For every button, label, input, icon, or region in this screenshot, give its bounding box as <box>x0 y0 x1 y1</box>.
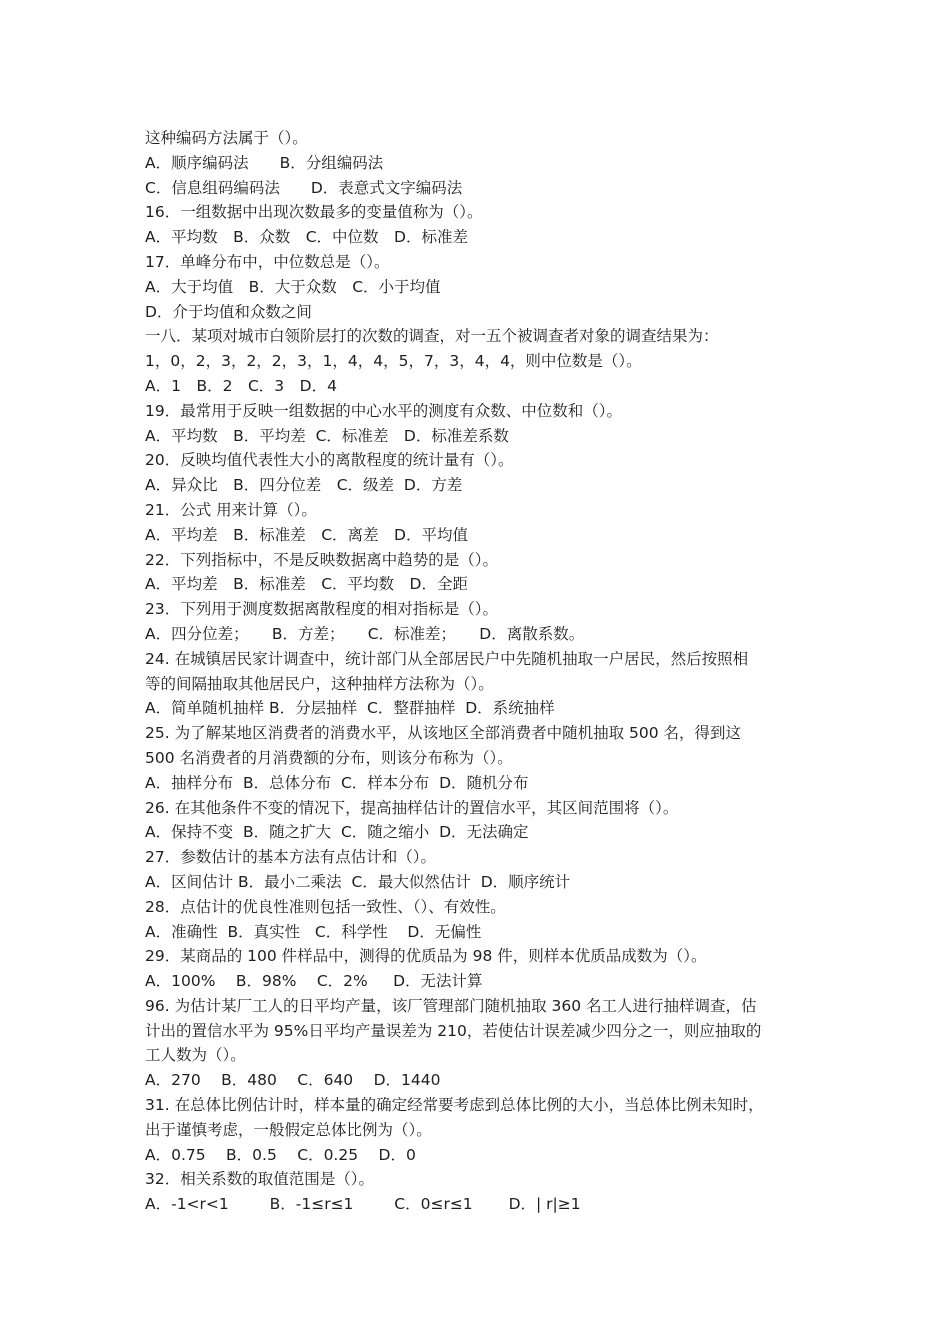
text-line: 500 名消费者的月消费额的分布，则该分布称为（）。 <box>145 748 513 767</box>
text-line: 等的间隔抽取其他居民户，这种抽样方法称为（）。 <box>145 674 494 693</box>
text-line: A．平均数 B．众数 C．中位数 D．标准差 <box>145 228 468 247</box>
text-line: A．四分位差； B．方差； C．标准差； D．离散系数。 <box>145 624 585 643</box>
text-line: A．-1<r<1 B．-1≤r≤1 C．0≤r≤1 D．| r|≥1 <box>145 1195 581 1214</box>
text-line: C．信息组码编码法 D．表意式文字编码法 <box>145 178 463 197</box>
text-line: A．大于均值 B．大于众数 C．小于均值 <box>145 277 441 296</box>
text-line: D．介于均值和众数之间 <box>145 302 312 321</box>
text-line: A．简单随机抽样 B．分层抽样 C．整群抽样 D．系统抽样 <box>145 699 555 718</box>
text-line: 一八．某项对城市白领阶层打的次数的调查，对一五个被调查者对象的调查结果为： <box>145 327 719 346</box>
text-line: 28．点估计的优良性准则包括一致性、（）、有效性。 <box>145 897 506 916</box>
text-line: 26. 在其他条件不变的情况下，提高抽样估计的置信水平，其区间范围将（）。 <box>145 798 679 817</box>
text-line: 29．某商品的 100 件样品中，测得的优质品为 98 件，则样本优质品成数为（）。 <box>145 947 707 966</box>
text-line: 22．下列指标中，不是反映数据离中趋势的是（）。 <box>145 550 498 569</box>
text-line: 25. 为了解某地区消费者的消费水平，从该地区全部消费者中随机抽取 500 名，得到这 <box>145 724 742 743</box>
text-line: A．抽样分布 B．总体分布 C．样本分布 D．随机分布 <box>145 773 529 792</box>
text-line: 31. 在总体比例估计时，样本量的确定经常要考虑到总体比例的大小，当总体比例未知时， <box>145 1096 764 1115</box>
text-line: 这种编码方法属于（）。 <box>145 129 308 147</box>
text-line: 32．相关系数的取值范围是（）。 <box>145 1170 374 1189</box>
text-line: A．平均差 B．标准差 C．平均数 D．全距 <box>145 575 468 594</box>
text-line: 21．公式 用来计算（）。 <box>145 500 317 519</box>
text-line: 27．参数估计的基本方法有点估计和（）。 <box>145 848 436 867</box>
text-line: A．保持不变 B．随之扩大 C．随之缩小 D．无法确定 <box>145 823 529 842</box>
text-line: 计出的置信水平为 95%日平均产量误差为 210，若使估计误差减少四分之一，则应抽取的 <box>145 1021 762 1040</box>
text-line: 24. 在城镇居民家计调查中，统计部门从全部居民户中先随机抽取一户居民，然后按照相 <box>145 649 749 668</box>
text-line: A．平均差 B．标准差 C．离差 D．平均值 <box>145 525 468 544</box>
text-line: A．区间估计 B．最小二乘法 C．最大似然估计 D．顺序统计 <box>145 872 571 891</box>
text-line: A．100% B．98% C．2% D．无法计算 <box>145 972 483 991</box>
text-line: 工人数为（）。 <box>145 1046 246 1065</box>
text-line: A．准确性 B．真实性 C．科学性 D．无偏性 <box>145 922 482 941</box>
text-line: 出于谨慎考虑，一般假定总体比例为（）。 <box>145 1120 432 1139</box>
text-line: 1，0，2，3，2，2，3，1，4，4，5，7，3，4，4，则中位数是（）。 <box>145 352 642 371</box>
text-line: A．平均数 B．平均差 C．标准差 D．标准差系数 <box>145 426 509 445</box>
text-line: A．1 B．2 C．3 D．4 <box>145 376 337 395</box>
text-line: 19．最常用于反映一组数据的中心水平的测度有众数、中位数和（）。 <box>145 401 622 420</box>
text-line: 16．一组数据中出现次数最多的变量值称为（）。 <box>145 203 483 222</box>
text-line: A．顺序编码法 B．分组编码法 <box>145 153 384 172</box>
text-line: A．0.75 B．0.5 C．0.25 D．0 <box>145 1145 416 1164</box>
text-line: 20．反映均值代表性大小的离散程度的统计量有（）。 <box>145 451 514 470</box>
text-line: 96. 为估计某厂工人的日平均产量，该厂管理部门随机抽取 360 名工人进行抽样调查，估 <box>145 996 757 1015</box>
text-line: A．270 B．480 C．640 D．1440 <box>145 1071 441 1090</box>
document-body <box>145 126 815 1217</box>
text-line: 17．单峰分布中，中位数总是（）。 <box>145 252 390 271</box>
text-line: 23．下列用于测度数据离散程度的相对指标是（）。 <box>145 600 498 619</box>
text-line: A．异众比 B．四分位差 C．级差 D．方差 <box>145 476 463 495</box>
